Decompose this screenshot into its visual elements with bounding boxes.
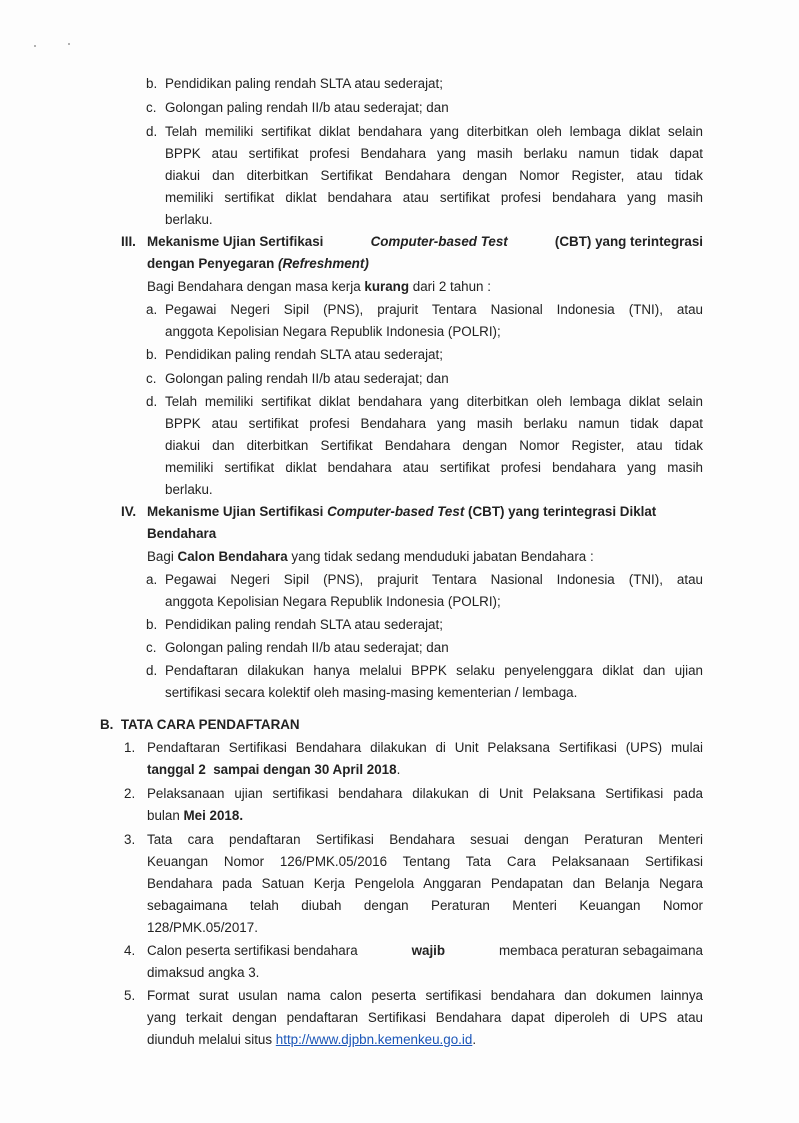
list-marker: 4. [124, 943, 136, 958]
list-item-text: Keuangan Nomor 126/PMK.05/2016 Tentang Tata Cara Pelaksanaan Sertifikasi [147, 854, 703, 869]
list-item-text [147, 760, 400, 779]
plain-text: Calon peserta sertifikasi bendahara [147, 943, 358, 958]
scan-speck [68, 43, 70, 45]
list-item-text: memiliki sertifikat diklat bendahara atau sertifikat profesi bendahara yang masih [165, 460, 703, 475]
heading-part: dengan Penyegaran [147, 256, 275, 271]
emphasis-text: wajib [411, 943, 446, 958]
list-marker: d. [146, 394, 158, 409]
list-item-text: Pegawai Negeri Sipil (PNS), prajurit Tentara Nasional Indonesia (TNI), atau [165, 572, 703, 587]
section-numeral: III. [121, 234, 136, 249]
section-heading-b: B. TATA CARA PENDAFTARAN [100, 717, 300, 732]
section-heading [147, 502, 656, 521]
intro-text: Bagi [147, 549, 174, 564]
list-item-text: sertifikasi secara kolektif oleh masing-masing kementerian / lembaga. [165, 685, 578, 700]
emphasis-text: tanggal 2 sampai dengan 30 April 2018 [147, 762, 397, 777]
list-item-text: Pelaksanaan ujian sertifikasi bendahara dilakukan di Unit Pelaksana Sertifikasi pada [147, 786, 703, 801]
heading-part: Computer-based Test [370, 234, 508, 249]
intro-text: Bagi Bendahara dengan masa kerja [147, 279, 361, 294]
section-numeral: IV. [121, 504, 137, 519]
section-intro [147, 547, 594, 566]
list-item-text [147, 1030, 476, 1049]
list-marker: d. [146, 663, 158, 678]
heading-part: Mekanisme Ujian Sertifikasi [147, 234, 324, 249]
list-item-text: Golongan paling rendah II/b atau sederajat; dan [165, 371, 449, 386]
list-item-text: diakui dan diterbitkan Sertifikat Bendahara dengan Nomor Register, atau tidak [165, 168, 703, 183]
list-item-text: Pendaftaran dilakukan hanya melalui BPPK selaku penyelenggara diklat dan ujian [165, 663, 703, 678]
list-item-text: Pendaftaran Sertifikasi Bendahara dilakukan di Unit Pelaksana Sertifikasi (UPS) mulai [147, 740, 703, 755]
list-marker: a. [146, 572, 158, 587]
list-item-text: sebagaimana telah diubah dengan Peraturan Menteri Keuangan Nomor [147, 898, 703, 913]
list-item-text: berlaku. [165, 482, 213, 497]
intro-emphasis: Calon Bendahara [177, 549, 288, 564]
plain-text: membaca peraturan sebagaimana [499, 943, 703, 958]
punctuation: . [472, 1032, 477, 1047]
section-heading [147, 254, 369, 273]
list-item-text: Bendahara pada Satuan Kerja Pengelola Anggaran Pendapatan dan Belanja Negara [147, 876, 703, 891]
heading-part: (Refreshment) [278, 256, 369, 271]
djpbn-website-link[interactable]: http://www.djpbn.kemenkeu.go.id [275, 1032, 473, 1047]
list-marker: c. [146, 640, 157, 655]
list-marker: b. [146, 617, 158, 632]
list-item-text: Pegawai Negeri Sipil (PNS), prajurit Tentara Nasional Indonesia (TNI), atau [165, 302, 703, 317]
list-item-text [147, 806, 243, 825]
list-item-text: berlaku. [165, 212, 213, 227]
list-marker: a. [146, 302, 158, 317]
heading-part: (CBT) yang terintegrasi Diklat [468, 504, 657, 519]
intro-text: dari 2 tahun : [412, 279, 491, 294]
list-marker: d. [146, 124, 158, 139]
section-heading [147, 232, 703, 251]
list-item-text: Golongan paling rendah II/b atau sederajat; dan [165, 640, 449, 655]
list-item-text [147, 941, 703, 960]
punctuation: . [396, 762, 401, 777]
plain-text: diunduh melalui situs [147, 1032, 273, 1047]
list-marker: 2. [124, 786, 136, 801]
list-item-text: Golongan paling rendah II/b atau sederajat; dan [165, 100, 449, 115]
list-marker: c. [146, 100, 157, 115]
list-item-text: Pendidikan paling rendah SLTA atau sederajat; [165, 76, 443, 91]
list-item-text: memiliki sertifikat diklat bendahara atau sertifikat profesi bendahara yang masih [165, 190, 703, 205]
intro-emphasis: kurang [364, 279, 410, 294]
list-item-text: BPPK atau sertifikat profesi Bendahara yang masih berlaku namun tidak dapat [165, 146, 703, 161]
intro-text: yang tidak sedang menduduki jabatan Bendahara : [291, 549, 594, 564]
plain-text: bulan [147, 808, 180, 823]
list-item-text: anggota Kepolisian Negara Republik Indonesia (POLRI); [165, 594, 501, 609]
list-item-text: dimaksud angka 3. [147, 965, 260, 980]
list-item-text: anggota Kepolisian Negara Republik Indonesia (POLRI); [165, 324, 501, 339]
list-item-text: BPPK atau sertifikat profesi Bendahara yang masih berlaku namun tidak dapat [165, 416, 703, 431]
heading-part: Mekanisme Ujian Sertifikasi [147, 504, 324, 519]
section-heading: Bendahara [147, 526, 217, 541]
section-intro [147, 277, 491, 296]
scan-speck [34, 45, 36, 47]
emphasis-text: Mei 2018. [183, 808, 244, 823]
list-item-text: Format surat usulan nama calon peserta sertifikasi bendahara dan dokumen lainnya [147, 988, 703, 1003]
list-marker: 1. [124, 740, 136, 755]
list-marker: b. [146, 347, 158, 362]
list-item-text: Tata cara pendaftaran Sertifikasi Bendahara sesuai dengan Peraturan Menteri [147, 832, 703, 847]
list-item-text: Pendidikan paling rendah SLTA atau sederajat; [165, 617, 443, 632]
list-marker: c. [146, 371, 157, 386]
list-item-text: diakui dan diterbitkan Sertifikat Bendahara dengan Nomor Register, atau tidak [165, 438, 703, 453]
list-item-text: Telah memiliki sertifikat diklat bendahara yang diterbitkan oleh lembaga diklat selain [165, 124, 703, 139]
list-marker: b. [146, 76, 158, 91]
list-item-text: Telah memiliki sertifikat diklat bendahara yang diterbitkan oleh lembaga diklat selain [165, 394, 703, 409]
heading-part: Computer-based Test [327, 504, 465, 519]
list-marker: 3. [124, 832, 136, 847]
list-item-text: yang terkait dengan pendaftaran Sertifikasi Bendahara dapat diperoleh di UPS atau [147, 1010, 703, 1025]
list-marker: 5. [124, 988, 136, 1003]
list-item-text: 128/PMK.05/2017. [147, 920, 258, 935]
list-item-text: Pendidikan paling rendah SLTA atau sederajat; [165, 347, 443, 362]
heading-part: (CBT) yang terintegrasi [554, 234, 703, 249]
